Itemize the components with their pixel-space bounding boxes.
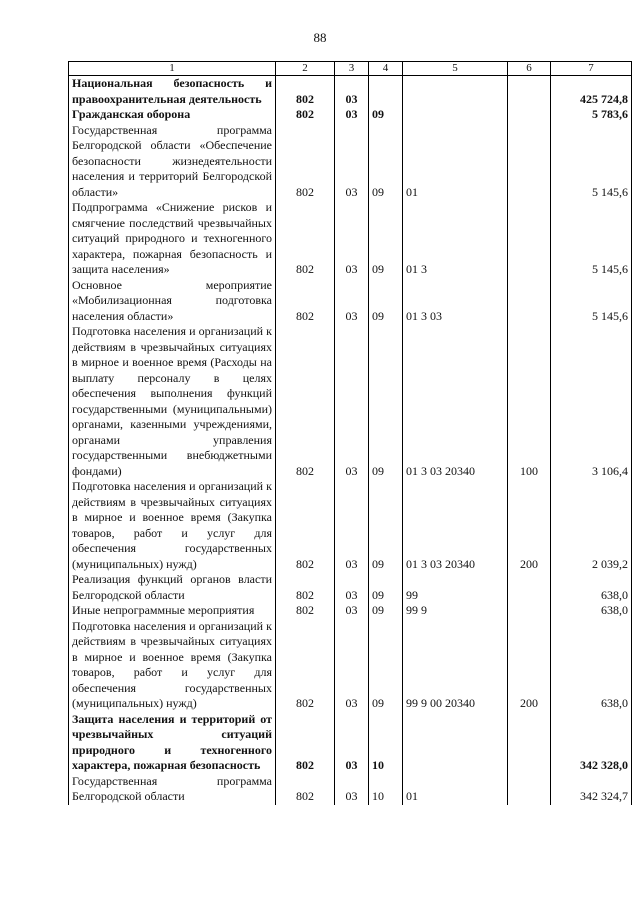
- expense-type-cell: 200: [508, 619, 551, 712]
- column-header: 2: [276, 62, 335, 76]
- ministry-code-cell: 802: [276, 603, 335, 619]
- row-name-cell: Основное мероприятие «Мобилизационная подготовка населения области»: [69, 278, 276, 325]
- expense-type-cell: [508, 76, 551, 108]
- amount-cell: 638,0: [551, 572, 632, 603]
- amount-cell: 5 145,6: [551, 123, 632, 201]
- section-cell: 03: [335, 76, 369, 108]
- row-name-cell: Реализация функций органов власти Белгородской области: [69, 572, 276, 603]
- column-header: 7: [551, 62, 632, 76]
- subsection-cell: 09: [369, 278, 403, 325]
- section-cell: 03: [335, 278, 369, 325]
- expense-type-cell: [508, 278, 551, 325]
- target-article-cell: 01: [403, 123, 508, 201]
- row-name-cell: Подготовка населения и организаций к действиям в чрезвычайных ситуациях в мирное и военное время (Закупка товаров, работ и услуг для обеспечения государственных (муниципальных) нужд): [69, 619, 276, 712]
- page-number: 88: [313, 30, 327, 45]
- column-header: 6: [508, 62, 551, 76]
- target-article-cell: 01: [403, 774, 508, 805]
- ministry-code-cell: 802: [276, 324, 335, 479]
- target-article-cell: 01 3 03 20340: [403, 479, 508, 572]
- expense-type-cell: [508, 572, 551, 603]
- table-row: [69, 200, 632, 278]
- row-name-cell: Защита населения и территорий от чрезвычайных ситуаций природного и техногенного характера, пожарная безопасность: [69, 712, 276, 774]
- target-article-cell: 99 9: [403, 603, 508, 619]
- ministry-code-cell: 802: [276, 76, 335, 108]
- table-row: [69, 324, 632, 479]
- amount-cell: 342 324,7: [551, 774, 632, 805]
- expense-type-cell: [508, 200, 551, 278]
- amount-cell: 638,0: [551, 603, 632, 619]
- amount-cell: 3 106,4: [551, 324, 632, 479]
- subsection-cell: 09: [369, 479, 403, 572]
- section-cell: 03: [335, 479, 369, 572]
- row-name-cell: Государственная программа Белгородской области «Обеспечение безопасности жизнедеятельности населения и территорий Белгородской области»: [69, 123, 276, 201]
- subsection-cell: 09: [369, 324, 403, 479]
- amount-cell: 425 724,8: [551, 76, 632, 108]
- row-name-cell: Подготовка населения и организаций к действиям в чрезвычайных ситуациях в мирное и военное время (Закупка товаров, работ и услуг для обеспечения государственных (муниципальных) нужд): [69, 479, 276, 572]
- table-row: [69, 603, 632, 619]
- column-header: 5: [403, 62, 508, 76]
- table-row: [69, 107, 632, 123]
- ministry-code-cell: 802: [276, 479, 335, 572]
- subsection-cell: 09: [369, 123, 403, 201]
- subsection-cell: 09: [369, 107, 403, 123]
- amount-cell: 5 145,6: [551, 200, 632, 278]
- target-article-cell: [403, 107, 508, 123]
- target-article-cell: 01 3: [403, 200, 508, 278]
- section-cell: 03: [335, 619, 369, 712]
- table-row: [69, 479, 632, 572]
- expense-type-cell: 100: [508, 324, 551, 479]
- ministry-code-cell: 802: [276, 774, 335, 805]
- subsection-cell: 10: [369, 774, 403, 805]
- subsection-cell: [369, 76, 403, 108]
- subsection-cell: 09: [369, 200, 403, 278]
- ministry-code-cell: 802: [276, 712, 335, 774]
- table-row: [69, 76, 632, 108]
- expense-type-cell: [508, 774, 551, 805]
- ministry-code-cell: 802: [276, 200, 335, 278]
- section-cell: 03: [335, 603, 369, 619]
- expense-type-cell: 200: [508, 479, 551, 572]
- target-article-cell: 99 9 00 20340: [403, 619, 508, 712]
- expense-type-cell: [508, 123, 551, 201]
- amount-cell: 5 145,6: [551, 278, 632, 325]
- subsection-cell: 09: [369, 603, 403, 619]
- table-row: [69, 774, 632, 805]
- table-row: [69, 572, 632, 603]
- ministry-code-cell: 802: [276, 107, 335, 123]
- expense-type-cell: [508, 712, 551, 774]
- section-cell: 03: [335, 324, 369, 479]
- budget-table: [68, 61, 632, 805]
- subsection-cell: 09: [369, 572, 403, 603]
- ministry-code-cell: 802: [276, 123, 335, 201]
- expense-type-cell: [508, 107, 551, 123]
- column-header: 3: [335, 62, 369, 76]
- section-cell: 03: [335, 774, 369, 805]
- ministry-code-cell: 802: [276, 572, 335, 603]
- row-name-cell: Подготовка населения и организаций к действиям в чрезвычайных ситуациях в мирное и военное время (Расходы на выплату персоналу в целях обеспечения выполнения функций государственными (муниципальными) органами, казенными учреждениями, органами управления государственными внебюджетными фондами): [69, 324, 276, 479]
- amount-cell: 5 783,6: [551, 107, 632, 123]
- target-article-cell: 01 3 03: [403, 278, 508, 325]
- table-row: [69, 123, 632, 201]
- row-name-cell: Национальная безопасность и правоохранительная деятельность: [69, 76, 276, 108]
- section-cell: 03: [335, 572, 369, 603]
- section-cell: 03: [335, 712, 369, 774]
- amount-cell: 2 039,2: [551, 479, 632, 572]
- column-header-row: [69, 62, 632, 76]
- section-cell: 03: [335, 200, 369, 278]
- subsection-cell: 09: [369, 619, 403, 712]
- amount-cell: 638,0: [551, 619, 632, 712]
- target-article-cell: 99: [403, 572, 508, 603]
- table-row: [69, 619, 632, 712]
- target-article-cell: [403, 712, 508, 774]
- column-header: 1: [69, 62, 276, 76]
- target-article-cell: 01 3 03 20340: [403, 324, 508, 479]
- target-article-cell: [403, 76, 508, 108]
- expense-type-cell: [508, 603, 551, 619]
- section-cell: 03: [335, 107, 369, 123]
- section-cell: 03: [335, 123, 369, 201]
- table-row: [69, 278, 632, 325]
- table-row: [69, 712, 632, 774]
- amount-cell: 342 328,0: [551, 712, 632, 774]
- subsection-cell: 10: [369, 712, 403, 774]
- row-name-cell: Подпрограмма «Снижение рисков и смягчение последствий чрезвычайных ситуаций природного и техногенного характера, пожарная безопасность и защита населения»: [69, 200, 276, 278]
- row-name-cell: Гражданская оборона: [69, 107, 276, 123]
- row-name-cell: Иные непрограммные мероприятия: [69, 603, 276, 619]
- ministry-code-cell: 802: [276, 619, 335, 712]
- column-header: 4: [369, 62, 403, 76]
- ministry-code-cell: 802: [276, 278, 335, 325]
- row-name-cell: Государственная программа Белгородской области: [69, 774, 276, 805]
